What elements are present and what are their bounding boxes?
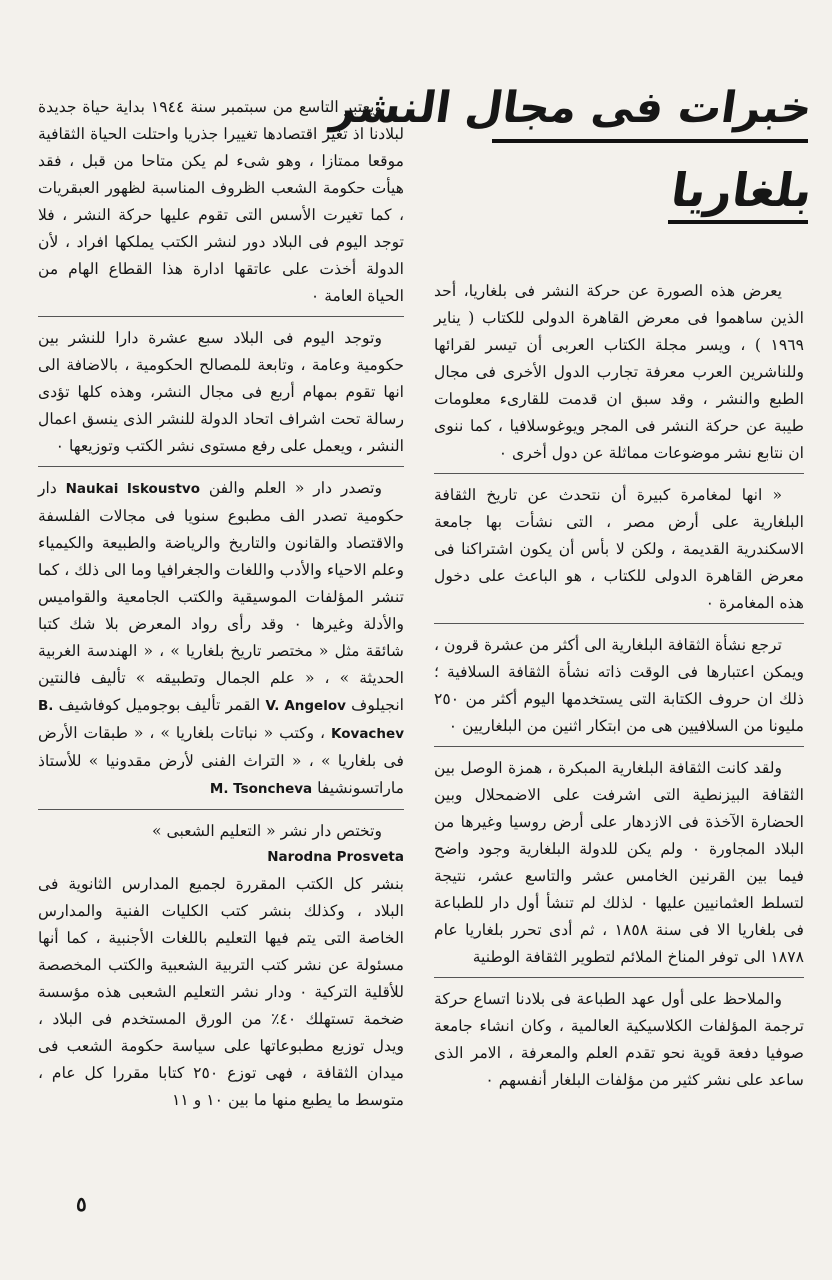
text-run: ، وكتب « نباتات بلغاريا » ، « طبقات الأرض فى بلغاريا » ، « التراث الفنى لأرض مقدونيا » للأستاذ ماراتسونشيفا	[38, 724, 404, 797]
publisher-paragraph	[38, 475, 404, 803]
body-paragraph: وتوجد اليوم فى البلاد سبع عشرة دارا للنشر بين حكومية وعامة ، وتابعة للمصالح الحكومية ، بالاضافة الى انها تقوم بمهام أربع فى مجال النشر، وهذه كلها تؤدى رسالة تحت اشراف اتحاد الدولة للنشر الذى ينسق اعمال النشر ، ويعمل على رفع مستوى نشر الكتب وتوزيعها ٠	[38, 329, 404, 455]
latin-name: B. Kovachev	[38, 698, 404, 742]
latin-name: Naukai Iskoustvo	[65, 481, 201, 497]
text-run: دار حكومية تصدر الف مطبوع سنويا فى مجالات الفلسفة والاقتصاد والقانون والتاريخ والرياضة والطبيعة والكيمياء وعلم الاحياء والأدب واللغات والجغرافيا وما الى ذلك ، كما تنشر المؤلفات الموسيقية والكتب الجامعية والقواميس والأدلة وغيرها ٠ وقد رأى رواد المعرض بلا شك كتبا شائقة مثل « مختصر تاريخ بلغاريا » ، « الهندسة الغربية الحديثة » ، « علم الجمال وتطبيقه » تأليف فالنتين انجيلوف	[38, 479, 404, 714]
text-run: وتصدر دار « العلم والفن	[200, 479, 382, 497]
subtitle-rule	[668, 220, 808, 224]
column-divider	[38, 809, 404, 810]
column-divider	[38, 316, 404, 317]
intro-paragraph: يعرض هذه الصورة عن حركة النشر فى بلغاريا، أحد الذين ساهموا فى معرض القاهرة الدولى للكتاب ( يناير ١٩٦٩ ) ، ويسر مجلة الكتاب العربى أن تيسر لقرائها وللناشرين العرب معرفة تجارب الدول الأخرى فى مجال الطبع والنشر ، وقد سبق ان قدمت للقارىء معلومات طيبة عن حركة النشر فى المجر ويوغوسلافيا ، كما ننوى ان نتابع نشر موضوعات مماثلة عن دول أخرى ٠	[434, 282, 804, 462]
article-headline	[328, 83, 816, 224]
column-divider	[434, 977, 804, 978]
body-paragraph: « انها لمغامرة كبيرة أن نتحدث عن تاريخ الثقافة البلغارية على أرض مصر ، التى نشأت بها جامعة الاسكندرية القديمة ، ولكن لا بأس أن يكون اشتراكنا فى معرض القاهرة الدولى للكتاب ، هو الباعث على دخول هذه المغامرة ٠	[434, 486, 804, 612]
column-divider	[434, 623, 804, 624]
column-divider	[434, 473, 804, 474]
body-paragraph: ترجع نشأة الثقافة البلغارية الى أكثر من عشرة قرون ، ويمكن اعتبارها فى الوقت ذاته نشأة الثقافة السلافية ؛ ذلك ان حروف الكتابة التى يستخدمها اليوم أكثر من ٢٥٠ مليونا من السلافيين هى من ابتكار اثنين من البلغاريين ٠	[434, 636, 804, 735]
column-divider	[38, 466, 404, 467]
body-paragraph: ويعتبر التاسع من سبتمبر سنة ١٩٤٤ بداية حياة جديدة لبلادنا اذ تغير اقتصادها تغييرا جذريا واحتلت الحياة الثقافية موقعا ممتازا ، وهو شىء لم يكن متاحا من قبل ، فقد هيأت حكومة الشعب الظروف المناسبة لظهور العبقريات ، كما تغيرت الأسس التى تقوم عليها حركة النشر ، فلا توجد اليوم فى البلاد دور لنشر الكتب يملكها افراد ، لأن الدولة أخذت على عاتقها ادارة هذا القطاع الهام من الحياة العامة ٠	[38, 98, 404, 305]
latin-name: V. Angelov	[265, 698, 346, 714]
publisher-intro: وتختص دار نشر « التعليم الشعبى »	[151, 822, 382, 840]
latin-name: M. Tsoncheva	[209, 781, 313, 797]
headline-title: خبرات فى مجال النشر	[328, 83, 816, 133]
left-column	[38, 94, 404, 1120]
body-paragraph: بنشر كل الكتب المقررة لجميع المدارس الثانوية فى البلاد ، وكذلك بنشر كتب الكليات الفنية والمدارس الخاصة التى يتم فيها التعليم باللغات الأجنبية ، كما أنها مسئولة عن نشر كتب التربية الشعبية والكتب المخصصة للأقلية التركية ٠ ودار نشر التعليم الشعبى هذه مؤسسة ضخمة تستهلك ٤٠٪ من الورق المستخدم فى البلاد ، ويدل توزيع مطبوعاتها على سياسة حكومة الشعب فى ميدان الثقافة ، فهى توزع ٢٥٠ كتابا مقررا كل عام ، متوسط ما يطبع منها ما بين ١٠ و ١١	[38, 875, 404, 1109]
headline-subtitle: بلغاريا	[667, 163, 816, 218]
text-run: القمر تأليف بوجوميل كوفاشيف	[53, 696, 266, 714]
page-number: ٥	[76, 1192, 87, 1216]
latin-name: Narodna Prosveta	[267, 849, 404, 865]
right-column	[434, 278, 804, 1100]
column-divider	[434, 746, 804, 747]
body-paragraph: ولقد كانت الثقافة البلغارية المبكرة ، همزة الوصل بين الثقافة البيزنطية التى اشرفت على الاضمحلال وبين الحضارة الآخذة فى الازدهار على أرض روسيا وغيرها من البلاد المجاورة ٠ ولم يكن للدولة البلغارية وجود واضح فيما بين القرنين الخامس عشر والتاسع عشر، نتيجة لتسلط العثمانيين عليها ٠ لذلك لم تنشأ أول دار للطباعة فى بلغاريا الا فى سنة ١٨٥٨ ، ثم أدى تحرر بلغاريا عام ١٨٧٨ الى توفر المناخ الملائم لتطوير الثقافة الوطنية	[434, 759, 804, 966]
body-paragraph: والملاحظ على أول عهد الطباعة فى بلادنا اتساع حركة ترجمة المؤلفات الكلاسيكية العالمية ، وكان انشاء جامعة صوفيا دفعة قوية نحو تقدم العلم والمعرفة ، الامر الذى ساعد على نشر كثير من مؤلفات البلغار أنفسهم ٠	[434, 990, 804, 1089]
